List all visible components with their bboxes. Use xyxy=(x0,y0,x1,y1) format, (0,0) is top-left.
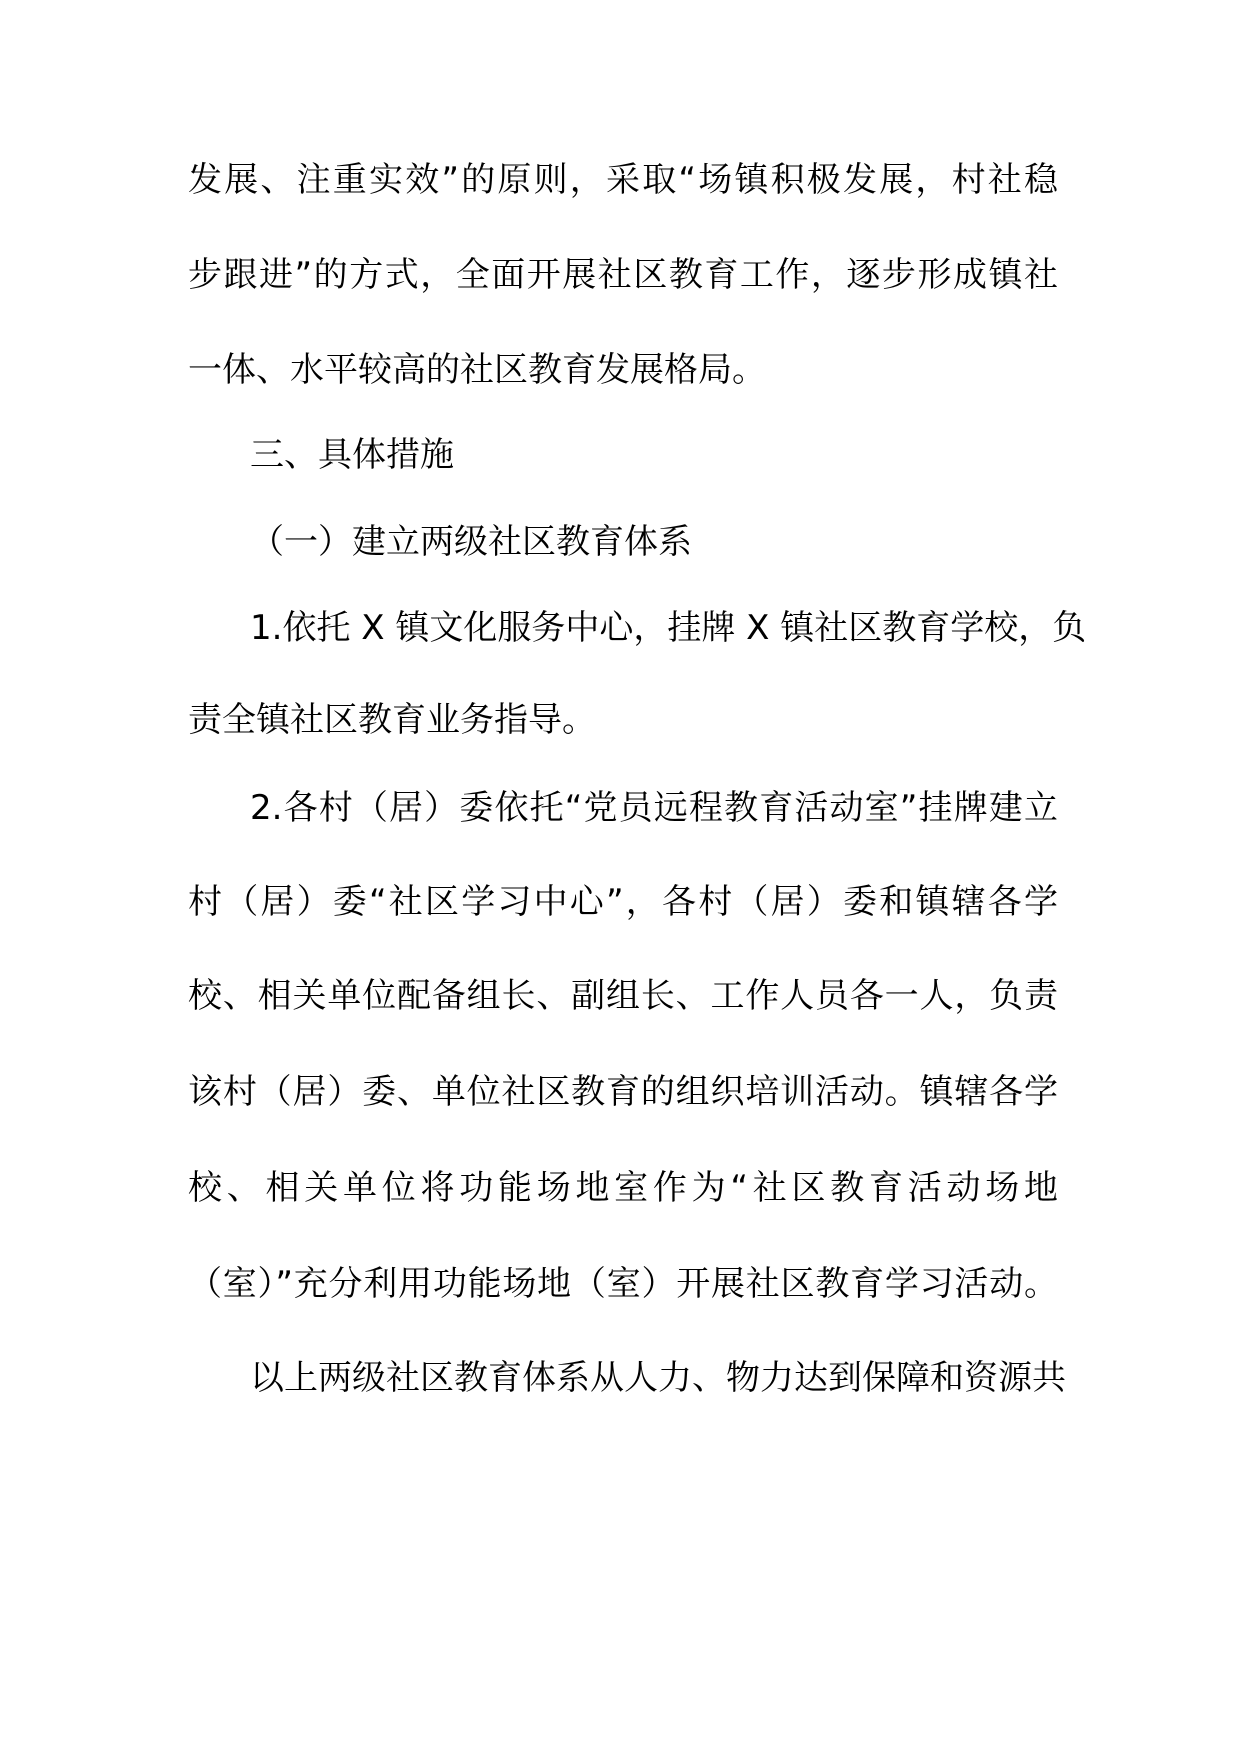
paragraph-line: 村（居）委“社区学习中心”，各村（居）委和镇辖各学 xyxy=(188,882,1058,922)
paragraph-line: 步跟进”的方式，全面开展社区教育工作，逐步形成镇社 xyxy=(188,255,1058,295)
paragraph-line: 校、相关单位将功能场地室作为“社区教育活动场地 xyxy=(188,1168,1058,1208)
paragraph-line: 2.各村（居）委依托“党员远程教育活动室”挂牌建立 xyxy=(250,788,1058,828)
paragraph-line: 1.依托 X 镇文化服务中心，挂牌 X 镇社区教育学校，负 xyxy=(250,608,1087,648)
paragraph-line: 责全镇社区教育业务指导。 xyxy=(188,700,596,740)
paragraph-line: 一体、水平较高的社区教育发展格局。 xyxy=(188,350,766,390)
subsection-heading: （一）建立两级社区教育体系 xyxy=(250,522,692,562)
section-heading: 三、具体措施 xyxy=(250,435,454,475)
paragraph-line: 校、相关单位配备组长、副组长、工作人员各一人，负责 xyxy=(188,976,1058,1016)
paragraph-line: 发展、注重实效”的原则，采取“场镇积极发展，村社稳 xyxy=(188,160,1058,200)
paragraph-line: 该村（居）委、单位社区教育的组织培训活动。镇辖各学 xyxy=(188,1072,1058,1112)
paragraph-line: 以上两级社区教育体系从人力、物力达到保障和资源共 xyxy=(250,1358,1066,1398)
paragraph-line: （室）”充分利用功能场地（室）开展社区教育学习活动。 xyxy=(188,1264,1058,1304)
